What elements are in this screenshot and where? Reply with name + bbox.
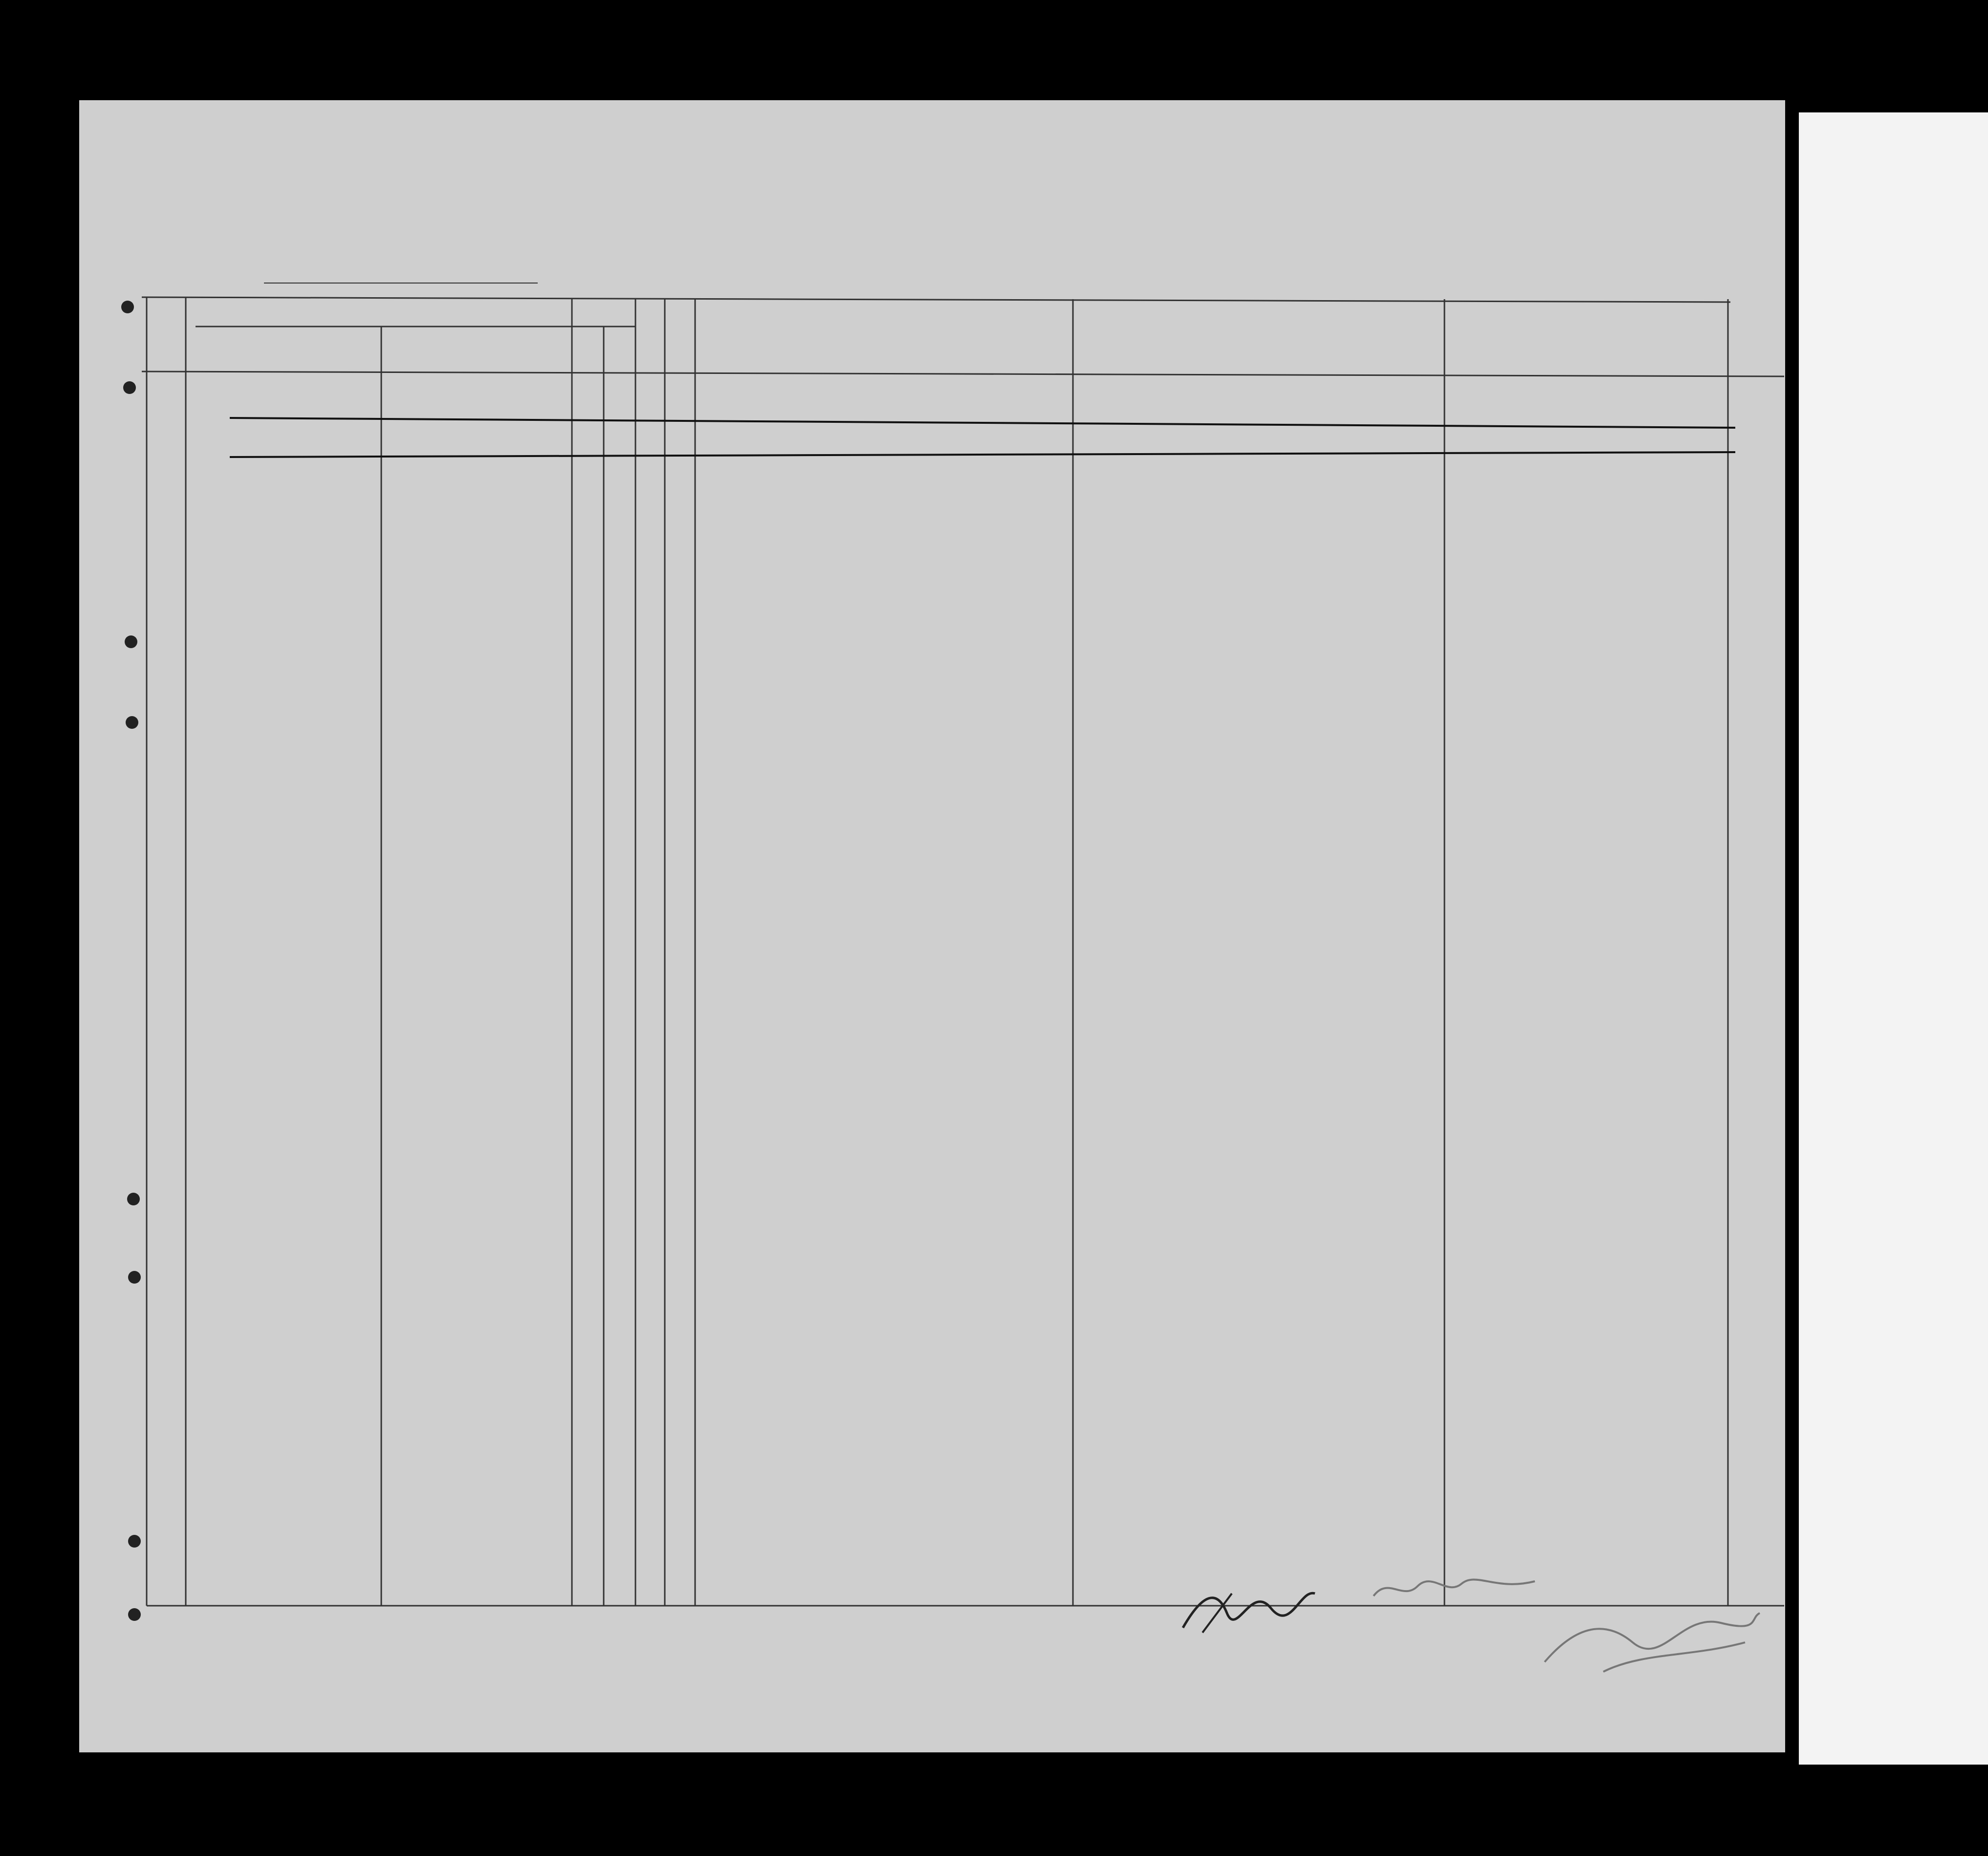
handwritten-stamp-note: [1369, 1572, 1540, 1611]
inspector-signature: [1535, 1598, 1765, 1681]
purser-signature: [1173, 1574, 1320, 1638]
